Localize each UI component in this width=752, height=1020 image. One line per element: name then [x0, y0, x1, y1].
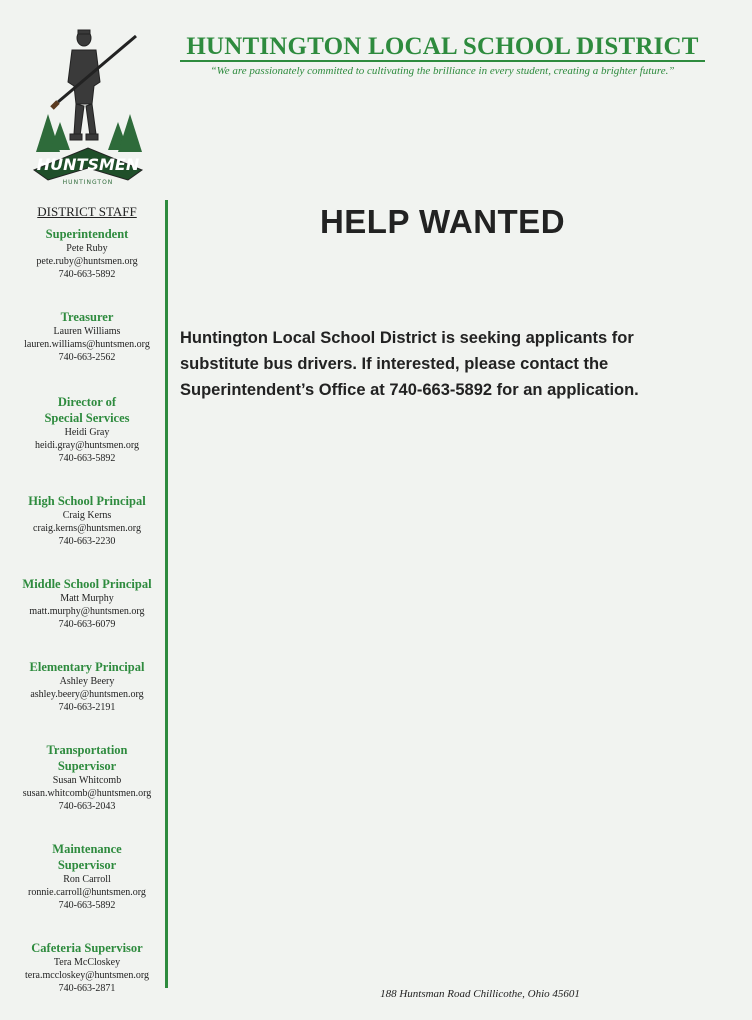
staff-role: Director of [57, 395, 117, 409]
staff-phone: 740-663-5892 [58, 900, 116, 911]
staff-name: Lauren Williams [53, 326, 121, 337]
staff-entry [16, 309, 158, 364]
sidebar-divider [165, 200, 168, 988]
staff-email[interactable]: lauren.williams@huntsmen.org [24, 339, 150, 350]
staff-name: Susan Whitcomb [52, 775, 122, 786]
notice-line: Huntington Local School District is seeking applicants for [180, 329, 634, 347]
staff-entry [16, 659, 158, 714]
staff-role: Maintenance [52, 842, 122, 856]
staff-phone: 740-663-5892 [58, 269, 116, 280]
staff-role: Supervisor [57, 759, 117, 773]
staff-role: Middle School Principal [22, 577, 152, 591]
staff-phone: 740-663-2562 [58, 352, 116, 363]
staff-name: Heidi Gray [64, 427, 110, 438]
staff-email[interactable]: ashley.beery@huntsmen.org [30, 689, 144, 700]
staff-email[interactable]: heidi.gray@huntsmen.org [34, 440, 139, 451]
staff-role: Transportation [46, 743, 128, 757]
notice-heading: HELP WANTED [319, 203, 566, 240]
staff-role: Cafeteria Supervisor [31, 941, 143, 955]
staff-entry [16, 493, 158, 548]
staff-list [16, 226, 158, 995]
header-divider [180, 60, 705, 62]
staff-phone: 740-663-2230 [58, 536, 116, 547]
staff-sidebar [16, 204, 158, 995]
staff-role: High School Principal [28, 494, 146, 508]
staff-name: Craig Kerns [62, 510, 112, 521]
staff-email[interactable]: craig.kerns@huntsmen.org [33, 523, 141, 534]
staff-phone: 740-663-5892 [58, 453, 116, 464]
staff-email[interactable]: tera.mccloskey@huntsmen.org [25, 970, 149, 981]
staff-name: Ron Carroll [63, 874, 111, 885]
staff-heading: DISTRICT STAFF [37, 204, 137, 219]
staff-entry [16, 226, 158, 281]
staff-role: Superintendent [45, 227, 129, 241]
notice-body [180, 325, 720, 403]
staff-phone: 740-663-2043 [58, 801, 116, 812]
staff-role: Supervisor [57, 858, 117, 872]
staff-email[interactable]: susan.whitcomb@huntsmen.org [22, 788, 152, 799]
staff-name: Pete Ruby [66, 243, 108, 254]
district-title: HUNTINGTON LOCAL SCHOOL DISTRICT [186, 33, 699, 60]
logo-subtext: HUNTINGTON [62, 179, 114, 186]
staff-entry [16, 394, 158, 465]
staff-entry [16, 940, 158, 995]
staff-email[interactable]: matt.murphy@huntsmen.org [29, 606, 145, 617]
staff-phone: 740-663-2871 [58, 983, 116, 994]
staff-entry [16, 841, 158, 912]
staff-role: Elementary Principal [29, 660, 145, 674]
staff-name: Ashley Beery [59, 676, 115, 687]
logo-text: HUNTSMEN [36, 155, 140, 174]
staff-phone: 740-663-2191 [58, 702, 116, 713]
footer-address: 188 Huntsman Road Chillicothe, Ohio 45601 [380, 988, 580, 1000]
staff-email[interactable]: pete.ruby@huntsmen.org [36, 256, 138, 267]
staff-name: Tera McCloskey [53, 957, 121, 968]
notice-line: Superintendent’s Office at 740-663-5892 for an application. [180, 381, 639, 399]
staff-email[interactable]: ronnie.carroll@huntsmen.org [28, 887, 146, 898]
district-tagline: “We are passionately committed to cultivating the brilliance in every student, creating a brighter future.” [210, 65, 675, 77]
staff-role: Treasurer [60, 310, 114, 324]
huntsmen-logo [28, 22, 148, 190]
staff-phone: 740-663-6079 [58, 619, 116, 630]
staff-role: Special Services [44, 411, 130, 425]
staff-entry [16, 576, 158, 631]
staff-entry [16, 742, 158, 813]
staff-name: Matt Murphy [60, 593, 114, 604]
notice-line: substitute bus drivers. If interested, please contact the [180, 355, 609, 373]
